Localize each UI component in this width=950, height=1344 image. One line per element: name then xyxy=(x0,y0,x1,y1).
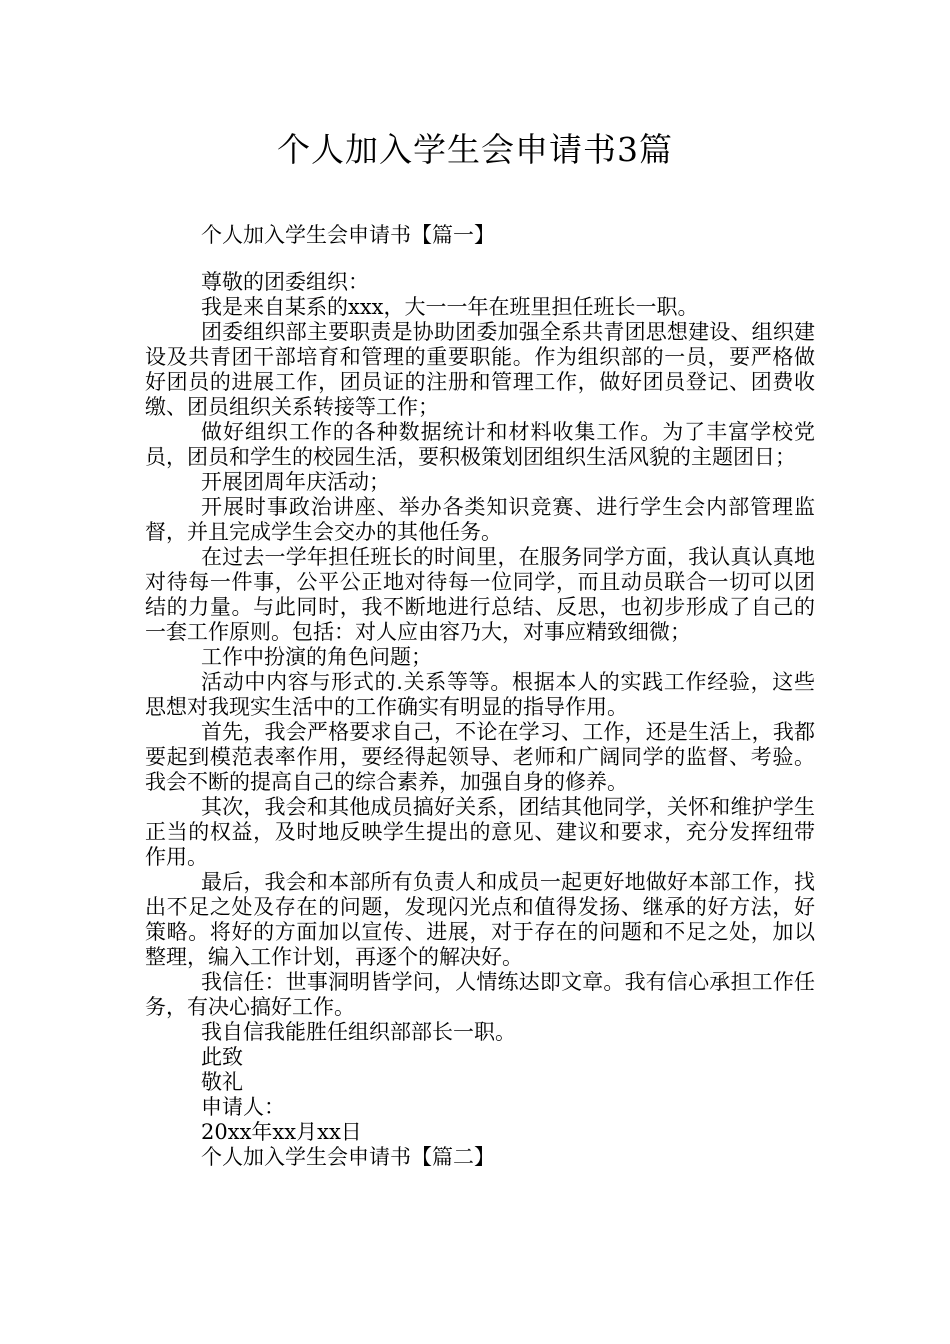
paragraph: 我是来自某系的xxx，大一一年在班里担任班长一职。 xyxy=(201,295,699,319)
date-line: 20xx年xx月xx日 xyxy=(201,1120,362,1144)
paragraph: 我信任：世事洞明皆学问，人情练达即文章。我有信心承担工作任务，有决心搞好工作。 xyxy=(145,970,815,1019)
paragraph: 其次，我会和其他成员搞好关系，团结其他同学，关怀和维护学生正当的权益，及时地反映学生提出的意见、建议和要求，充分发挥纽带作用。 xyxy=(145,795,815,869)
document-title: 个人加入学生会申请书3篇 xyxy=(277,130,673,169)
section-heading-1: 个人加入学生会申请书【篇一】 xyxy=(201,223,495,247)
paragraph: 团委组织部主要职责是协助团委加强全系共青团思想建设、组织建设及共青团干部培育和管理的重要职能。作为组织部的一员，要严格做好团员的进展工作，团员证的注册和管理工作，做好团员登记、团费收缴、团员组织关系转接等工作； xyxy=(145,320,815,419)
paragraph: 活动中内容与形式的.关系等等。根据本人的实践工作经验，这些思想对我现实生活中的工作确实有明显的指导作用。 xyxy=(145,670,815,719)
paragraph: 首先，我会严格要求自己，不论在学习、工作，还是生活上，我都要起到模范表率作用，要经得起领导、老师和广阔同学的监督、考验。我会不断的提高自己的综合素养，加强自身的修养。 xyxy=(145,720,815,794)
section-heading-2: 个人加入学生会申请书【篇二】 xyxy=(201,1145,495,1169)
paragraph: 在过去一学年担任班长的时间里，在服务同学方面，我认真认真地对待每一件事，公平公正地对待每一位同学，而且动员联合一切可以团结的力量。与此同时，我不断地进行总结、反思，也初步形成了自己的一套工作原则。包括：对人应由容乃大，对事应精致细微； xyxy=(145,545,815,644)
paragraph: 开展时事政治讲座、举办各类知识竞赛、进行学生会内部管理监督，并且完成学生会交办的其他任务。 xyxy=(145,495,815,544)
document-body xyxy=(145,246,815,1170)
closing-line: 此致 xyxy=(201,1045,243,1069)
paragraph: 做好组织工作的各种数据统计和材料收集工作。为了丰富学校党员，团员和学生的校园生活，要积极策划团组织生活风貌的主题团日； xyxy=(145,420,815,469)
paragraph: 我自信我能胜任组织部部长一职。 xyxy=(201,1020,516,1044)
applicant-label: 申请人： xyxy=(201,1095,285,1119)
closing-regards: 敬礼 xyxy=(201,1070,243,1094)
salutation: 尊敬的团委组织： xyxy=(201,270,369,294)
paragraph: 工作中扮演的角色问题； xyxy=(201,645,432,669)
paragraph: 最后，我会和本部所有负责人和成员一起更好地做好本部工作，找出不足之处及存在的问题，发现闪光点和值得发扬、继承的好方法，好策略。将好的方面加以宣传、进展，对于存在的问题和不足之处，加以整理，编入工作计划，再逐个的解决好。 xyxy=(145,870,815,969)
paragraph: 开展团周年庆活动； xyxy=(201,470,390,494)
